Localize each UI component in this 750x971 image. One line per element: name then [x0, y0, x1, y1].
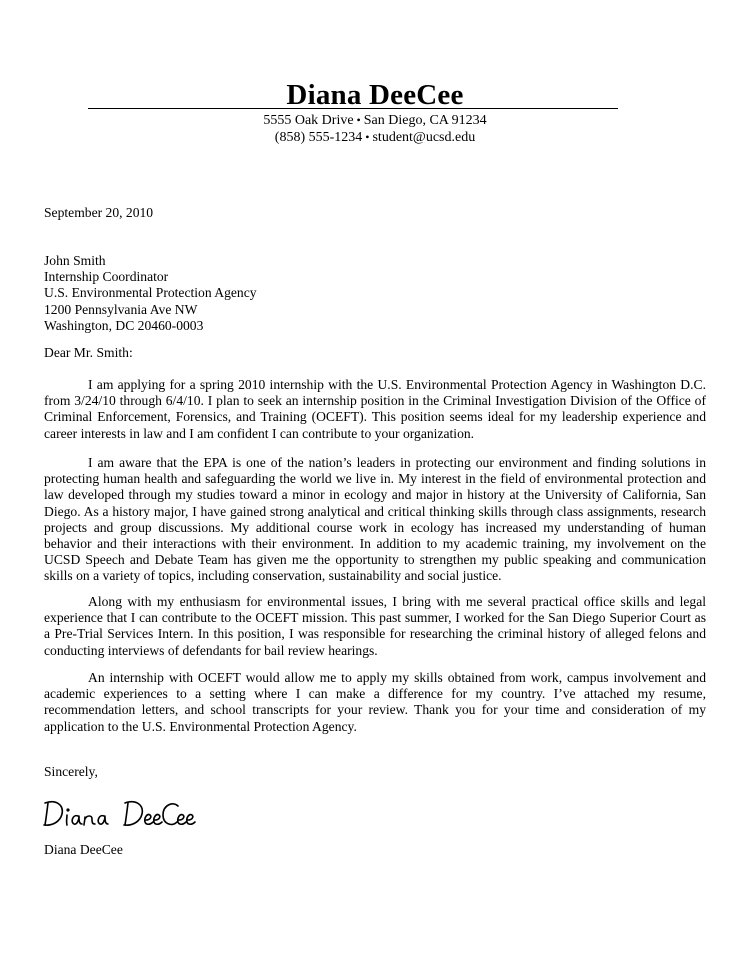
sender-phone: (858) 555-1234	[274, 130, 363, 145]
salutation: Dear Mr. Smith:	[44, 345, 133, 360]
signed-name: Diana DeeCee	[44, 842, 123, 857]
sender-street: 5555 Oak Drive	[263, 113, 354, 128]
sender-email: student@ucsd.edu	[372, 130, 476, 145]
recipient-name: John Smith	[44, 253, 106, 268]
sender-city: San Diego, CA 91234	[363, 113, 487, 128]
recipient-title: Internship Coordinator	[44, 269, 169, 285]
body-paragraph-2: I am aware that the EPA is one of the nation’s leaders in protecting our environment and finding solutions in protecting human health and safeguarding the world we live in. My interest in the field of environmental protection and law developed through my studies toward a minor in ecology and major in history at the University of California, San Diego. As a history major, I have gained strong analytical and critical thinking skills through class assignments, research projects and group discussions. My additional course work in ecology has increased my understanding of human behavior and their interactions with their environment. In addition to my academic training, my involvement on the UCSD Speech and Debate Team has given me the opportunity to strengthen my public speaking and communication skills on a variety of topics, including conservation, sustainability and social justice.	[44, 455, 706, 584]
recipient-city: Washington, DC 20460-0003	[44, 317, 204, 333]
header-divider	[88, 108, 618, 109]
closing: Sincerely,	[44, 764, 98, 779]
bullet-separator: •	[356, 113, 361, 127]
recipient-organization: U.S. Environmental Protection Agency	[44, 285, 257, 301]
body-paragraph-3: Along with my enthusiasm for environmental issues, I bring with me several practical office skills and legal experience that I can contribute to the OCEFT mission. This past summer, I worked for the San Diego Superior Court as a Pre-Trial Services Intern. In this position, I was responsible for researching the criminal history of alleged felons and conducting interviews of defendants for bail review hearings.	[44, 594, 706, 658]
recipient-street: 1200 Pennsylvania Ave NW	[44, 301, 198, 317]
recipient-address-block	[44, 253, 706, 334]
sender-contact-line	[0, 128, 750, 147]
handwritten-signature	[42, 797, 222, 831]
bullet-separator: •	[365, 130, 370, 144]
body-paragraph-4: An internship with OCEFT would allow me to apply my skills obtained from work, campus involvement and academic experiences to a setting where I can make a difference for my country. I’ve attached my resume, recommendation letters, and school transcripts for your review. Thank you for your time and consideration of my application to the U.S. Environmental Protection Agency.	[44, 670, 706, 734]
letter-date: September 20, 2010	[44, 205, 154, 220]
sender-name-heading: Diana DeeCee	[286, 79, 464, 111]
body-paragraph-1: I am applying for a spring 2010 internship with the U.S. Environmental Protection Agency in Washington D.C. from 3/24/10 through 6/4/10. I plan to seek an internship position in the Criminal Investigation Division of the Office of Criminal Enforcement, Forensics, and Training (OCEFT). This position seems ideal for my leadership experience and career interests in law and I am confident I can contribute to your organization.	[44, 377, 706, 441]
